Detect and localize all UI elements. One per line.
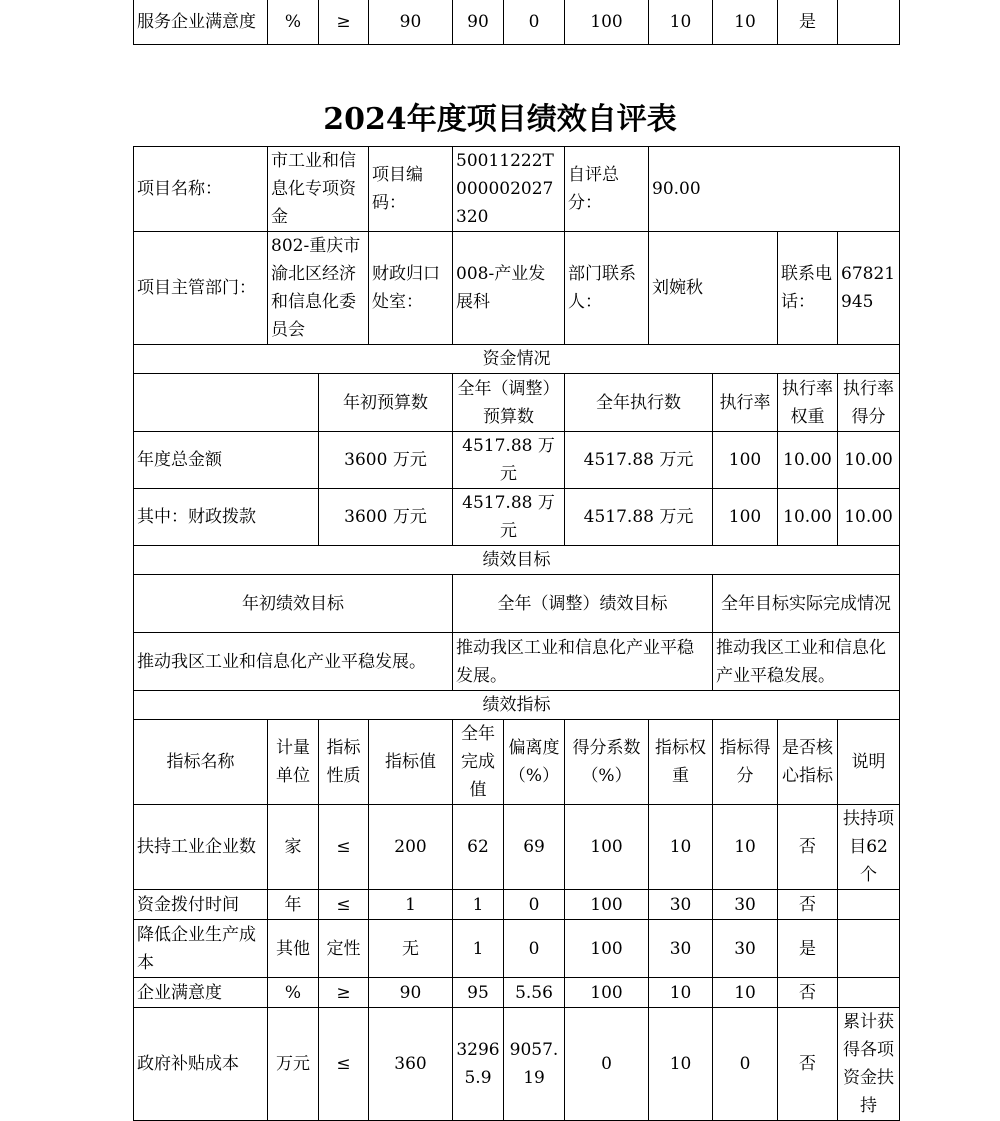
indicator-deviation: 0 xyxy=(504,0,565,45)
funds-header-adjusted: 全年（调整）预算数 xyxy=(453,374,565,432)
indicator-name: 服务企业满意度 xyxy=(134,0,268,45)
funds-weight: 10.00 xyxy=(778,432,838,489)
indicator-nature: ≤ xyxy=(319,890,369,920)
ind-header-core: 是否核心指标 xyxy=(778,720,838,805)
ind-header-unit: 计量单位 xyxy=(268,720,319,805)
ind-header-nature: 指标性质 xyxy=(319,720,369,805)
funds-executed: 4517.88 万元 xyxy=(565,432,713,489)
funds-score: 10.00 xyxy=(838,432,900,489)
score-label: 自评总分： xyxy=(565,147,649,232)
indicator-coefficient: 0 xyxy=(565,1008,649,1121)
indicator-core: 否 xyxy=(778,890,838,920)
project-code: 50011222T000002027320 xyxy=(453,147,565,232)
indicator-unit: 万元 xyxy=(268,1008,319,1121)
funds-rate: 100 xyxy=(713,432,778,489)
funds-section-row xyxy=(134,345,900,374)
funds-header-weight: 执行率权重 xyxy=(778,374,838,432)
indicator-actual: 32965.9 xyxy=(453,1008,504,1121)
indicator-actual: 1 xyxy=(453,920,504,978)
ind-header-deviation: 偏离度（%） xyxy=(504,720,565,805)
indicator-target: 360 xyxy=(369,1008,453,1121)
indicator-deviation: 0 xyxy=(504,890,565,920)
funds-weight: 10.00 xyxy=(778,489,838,546)
page-title: 2024年度项目绩效自评表 xyxy=(323,102,677,137)
funds-adjusted: 4517.88 万元 xyxy=(453,489,565,546)
indicator-nature: ≥ xyxy=(319,0,369,45)
funds-row-label: 年度总金额 xyxy=(134,432,319,489)
indicator-coefficient: 100 xyxy=(565,0,649,45)
indicator-note xyxy=(838,890,900,920)
phone-value: 67821945 xyxy=(838,232,900,345)
indicator-score: 10 xyxy=(713,0,778,45)
funds-header-initial: 年初预算数 xyxy=(319,374,453,432)
indicator-deviation: 9057.19 xyxy=(504,1008,565,1121)
indicator-weight: 10 xyxy=(649,1008,713,1121)
indicators-section-row xyxy=(134,691,900,720)
funds-header-executed: 全年执行数 xyxy=(565,374,713,432)
indicator-target: 90 xyxy=(369,978,453,1008)
table-row xyxy=(134,978,900,1008)
indicator-unit: 年 xyxy=(268,890,319,920)
indicator-actual: 62 xyxy=(453,805,504,890)
goals-actual: 推动我区工业和信息化产业平稳发展。 xyxy=(713,633,900,691)
indicator-deviation: 5.56 xyxy=(504,978,565,1008)
funds-header-score: 执行率得分 xyxy=(838,374,900,432)
funds-header-row xyxy=(134,374,900,432)
indicator-weight: 30 xyxy=(649,890,713,920)
funds-section-title: 资金情况 xyxy=(134,345,900,374)
indicators-section-title: 绩效指标 xyxy=(134,691,900,720)
finance-value: 008-产业发展科 xyxy=(453,232,565,345)
indicator-note xyxy=(838,920,900,978)
indicator-coefficient: 100 xyxy=(565,805,649,890)
goals-value-row xyxy=(134,633,900,691)
indicator-name: 降低企业生产成本 xyxy=(134,920,268,978)
project-code-label: 项目编码： xyxy=(369,147,453,232)
indicator-deviation: 69 xyxy=(504,805,565,890)
indicator-core: 是 xyxy=(778,920,838,978)
indicator-nature: ≥ xyxy=(319,978,369,1008)
indicator-coefficient: 100 xyxy=(565,978,649,1008)
indicator-score: 10 xyxy=(713,805,778,890)
indicator-note xyxy=(838,0,900,45)
score-value: 90.00 xyxy=(649,147,900,232)
indicator-score: 30 xyxy=(713,920,778,978)
indicator-name: 资金拨付时间 xyxy=(134,890,268,920)
ind-header-name: 指标名称 xyxy=(134,720,268,805)
indicator-actual: 1 xyxy=(453,890,504,920)
dept-value: 802-重庆市渝北区经济和信息化委员会 xyxy=(268,232,369,345)
ind-header-score: 指标得分 xyxy=(713,720,778,805)
indicator-name: 扶持工业企业数 xyxy=(134,805,268,890)
indicator-nature: ≤ xyxy=(319,805,369,890)
previous-indicator-table xyxy=(133,0,900,45)
table-row xyxy=(134,489,900,546)
indicator-unit: % xyxy=(268,0,319,45)
table-row xyxy=(134,920,900,978)
goals-section-title: 绩效目标 xyxy=(134,546,900,575)
indicator-note xyxy=(838,978,900,1008)
funds-score: 10.00 xyxy=(838,489,900,546)
goals-initial: 推动我区工业和信息化产业平稳发展。 xyxy=(134,633,453,691)
indicator-nature: ≤ xyxy=(319,1008,369,1121)
indicator-core: 否 xyxy=(778,1008,838,1121)
indicator-weight: 30 xyxy=(649,920,713,978)
indicator-core: 否 xyxy=(778,805,838,890)
indicator-coefficient: 100 xyxy=(565,890,649,920)
table-row xyxy=(134,432,900,489)
finance-label: 财政归口处室： xyxy=(369,232,453,345)
indicator-weight: 10 xyxy=(649,0,713,45)
indicator-weight: 10 xyxy=(649,805,713,890)
goals-section-row xyxy=(134,546,900,575)
info-row-dept xyxy=(134,232,900,345)
indicator-actual: 95 xyxy=(453,978,504,1008)
ind-header-actual: 全年完成值 xyxy=(453,720,504,805)
indicator-score: 0 xyxy=(713,1008,778,1121)
indicator-name: 企业满意度 xyxy=(134,978,268,1008)
funds-executed: 4517.88 万元 xyxy=(565,489,713,546)
indicator-unit: % xyxy=(268,978,319,1008)
indicator-target: 90 xyxy=(369,0,453,45)
indicator-note: 累计获得各项资金扶持 xyxy=(838,1008,900,1121)
indicator-actual: 90 xyxy=(453,0,504,45)
goals-header-adjusted: 全年（调整）绩效目标 xyxy=(453,575,713,633)
indicator-target: 200 xyxy=(369,805,453,890)
self-evaluation-table xyxy=(133,146,900,1121)
ind-header-note: 说明 xyxy=(838,720,900,805)
indicator-core: 否 xyxy=(778,978,838,1008)
indicator-coefficient: 100 xyxy=(565,920,649,978)
goals-header-initial: 年初绩效目标 xyxy=(134,575,453,633)
indicator-nature: 定性 xyxy=(319,920,369,978)
ind-header-weight: 指标权重 xyxy=(649,720,713,805)
project-name: 市工业和信息化专项资金 xyxy=(268,147,369,232)
indicator-target: 1 xyxy=(369,890,453,920)
indicator-weight: 10 xyxy=(649,978,713,1008)
funds-initial: 3600 万元 xyxy=(319,432,453,489)
contact-label: 部门联系人： xyxy=(565,232,649,345)
project-name-label: 项目名称： xyxy=(134,147,268,232)
dept-label: 项目主管部门： xyxy=(134,232,268,345)
funds-initial: 3600 万元 xyxy=(319,489,453,546)
indicator-score: 10 xyxy=(713,978,778,1008)
funds-row-label: 其中：财政拨款 xyxy=(134,489,319,546)
ind-header-target: 指标值 xyxy=(369,720,453,805)
funds-header-rate: 执行率 xyxy=(713,374,778,432)
funds-header-blank xyxy=(134,374,319,432)
indicator-target: 无 xyxy=(369,920,453,978)
indicator-unit: 家 xyxy=(268,805,319,890)
indicators-header-row xyxy=(134,720,900,805)
funds-rate: 100 xyxy=(713,489,778,546)
table-row xyxy=(134,890,900,920)
table-row xyxy=(134,1008,900,1121)
indicator-unit: 其他 xyxy=(268,920,319,978)
goals-adjusted: 推动我区工业和信息化产业平稳发展。 xyxy=(453,633,713,691)
table-row xyxy=(134,0,900,45)
funds-adjusted: 4517.88 万元 xyxy=(453,432,565,489)
goals-header-row xyxy=(134,575,900,633)
contact-value: 刘婉秋 xyxy=(649,232,778,345)
indicator-core: 是 xyxy=(778,0,838,45)
indicator-score: 30 xyxy=(713,890,778,920)
indicator-name: 政府补贴成本 xyxy=(134,1008,268,1121)
phone-label: 联系电话： xyxy=(778,232,838,345)
ind-header-coefficient: 得分系数（%） xyxy=(565,720,649,805)
indicator-deviation: 0 xyxy=(504,920,565,978)
indicator-note: 扶持项目62个 xyxy=(838,805,900,890)
goals-header-actual: 全年目标实际完成情况 xyxy=(713,575,900,633)
info-row-project xyxy=(134,147,900,232)
table-row xyxy=(134,805,900,890)
